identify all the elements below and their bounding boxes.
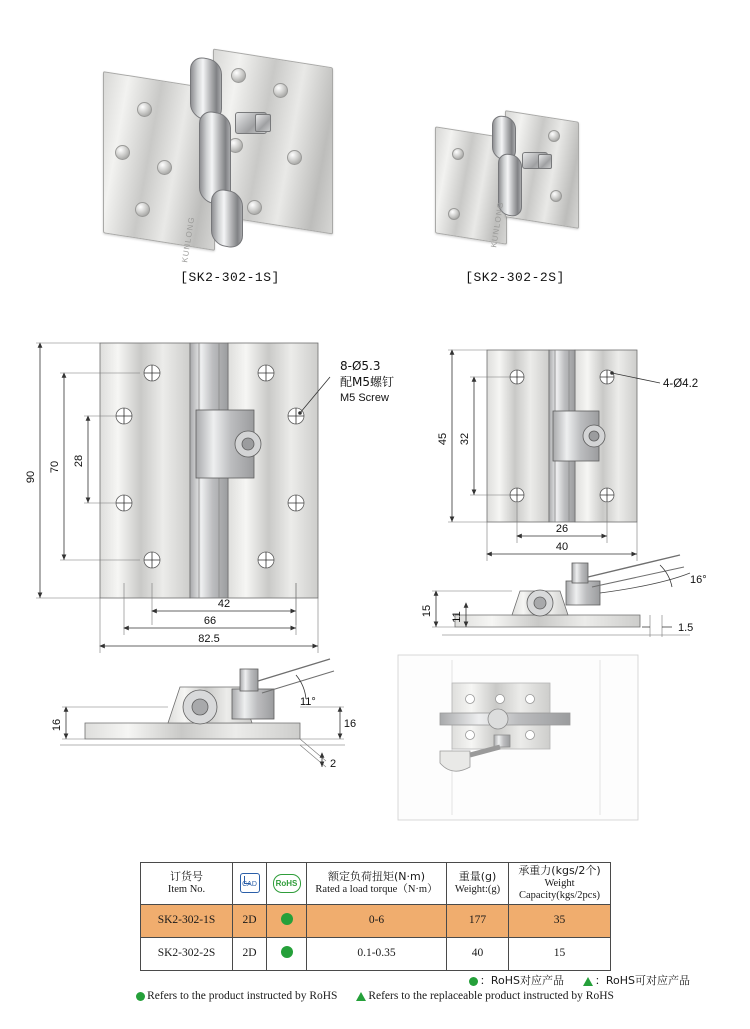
legend-rohs-replaceable-en bbox=[356, 990, 614, 1002]
cell-rohs bbox=[267, 937, 307, 970]
table-row bbox=[141, 904, 611, 937]
col-capacity bbox=[509, 863, 611, 905]
hinge-photo-1s bbox=[95, 50, 355, 265]
col-torque-cn: 额定负荷扭矩(N·m) bbox=[327, 870, 426, 884]
table-row bbox=[141, 937, 611, 970]
cell-torque: 0.1-0.35 bbox=[307, 937, 447, 970]
green-dot-icon bbox=[469, 977, 478, 986]
brand-watermark: KUNLONG bbox=[180, 215, 197, 264]
mounting-hole bbox=[548, 130, 560, 142]
dim-32: 32 bbox=[459, 432, 471, 446]
product-photos bbox=[0, 0, 750, 300]
drawing-side-view-2s bbox=[421, 555, 707, 637]
col-item-no-en: Item No. bbox=[167, 883, 206, 895]
installation-illustration bbox=[398, 655, 638, 820]
rohs-icon: RoHS bbox=[273, 874, 301, 893]
cell-capacity: 15 bbox=[509, 937, 611, 970]
caption-sk2-302-2s: [SK2-302-2S] bbox=[465, 270, 565, 285]
col-item-no-cn: 订货号 bbox=[170, 870, 203, 884]
spec-table-wrapper bbox=[140, 862, 610, 971]
dim-66: 66 bbox=[203, 615, 217, 627]
rohs-dot-icon bbox=[281, 946, 293, 958]
technical-drawings bbox=[0, 315, 750, 855]
torque-adjust-nut bbox=[255, 114, 271, 132]
table-header-row bbox=[141, 863, 611, 905]
legend-rohs-cn-text: ：RoHS对应产品 bbox=[479, 974, 564, 987]
mounting-hole bbox=[115, 145, 130, 160]
legend-rohs-cn bbox=[469, 975, 567, 987]
cell-rohs bbox=[267, 904, 307, 937]
legend-rohs-en bbox=[136, 990, 340, 1002]
cell-cad: 2D bbox=[233, 904, 267, 937]
legend-rohs-replaceable-cn-text: ：RoHS可对应产品 bbox=[594, 974, 690, 987]
dim-15: 15 bbox=[421, 604, 433, 618]
callout-m5-screw-en: M5 Screw bbox=[340, 392, 389, 404]
green-dot-icon bbox=[136, 992, 145, 1001]
cad-icon: CAD bbox=[240, 873, 260, 893]
legend-rohs-replaceable-en-text: Refers to the replaceable product instructed by RoHS bbox=[368, 990, 614, 1002]
green-triangle-icon bbox=[356, 992, 366, 1001]
dim-1-5: 1.5 bbox=[678, 622, 694, 634]
callout-8-hole: 8-Ø5.3 bbox=[340, 359, 381, 373]
mounting-hole bbox=[287, 150, 302, 165]
dim-40: 40 bbox=[555, 541, 569, 553]
mounting-hole bbox=[231, 68, 246, 83]
dim-26: 26 bbox=[555, 523, 569, 535]
dim-90: 90 bbox=[25, 470, 37, 484]
col-item-no bbox=[141, 863, 233, 905]
rohs-dot-icon bbox=[281, 913, 293, 925]
col-weight bbox=[447, 863, 509, 905]
mounting-hole bbox=[273, 83, 288, 98]
green-triangle-icon bbox=[583, 977, 593, 986]
mounting-hole bbox=[137, 102, 152, 117]
dim-45: 45 bbox=[437, 432, 449, 446]
cell-weight: 40 bbox=[447, 937, 509, 970]
dim-2: 2 bbox=[330, 758, 337, 770]
angle-16: 16° bbox=[690, 574, 707, 586]
torque-adjust-nut bbox=[538, 154, 552, 169]
dim-16-left: 16 bbox=[51, 718, 63, 732]
dim-11: 11 bbox=[451, 611, 463, 623]
callout-m5-screw-cn: 配M5螺钉 bbox=[340, 375, 394, 389]
dim-16-right: 16 bbox=[343, 718, 357, 730]
mounting-hole bbox=[157, 160, 172, 175]
col-weight-en: Weight:(g) bbox=[454, 883, 501, 895]
col-torque bbox=[307, 863, 447, 905]
col-weight-cn: 重量(g) bbox=[458, 870, 497, 884]
cell-capacity: 35 bbox=[509, 904, 611, 937]
legend-row-cn bbox=[0, 972, 750, 988]
angle-11: 11° bbox=[300, 696, 316, 708]
callout-4-hole: 4-Ø4.2 bbox=[663, 378, 699, 390]
mounting-hole bbox=[448, 208, 460, 220]
legend-rohs-replaceable-cn bbox=[583, 975, 690, 987]
mounting-hole bbox=[452, 148, 464, 160]
brand-watermark: KUNLONG bbox=[489, 200, 506, 249]
col-capacity-cn: 承重力(kgs/2个) bbox=[518, 864, 601, 877]
drawing-front-view-1s bbox=[25, 343, 394, 653]
col-torque-en: Rated a load torque（N·m） bbox=[315, 883, 438, 895]
spec-table bbox=[140, 862, 611, 971]
cell-cad: 2D bbox=[233, 937, 267, 970]
hinge-barrel bbox=[211, 187, 243, 249]
cell-weight: 177 bbox=[447, 904, 509, 937]
drawing-side-view-1s bbox=[51, 659, 356, 770]
cell-torque: 0-6 bbox=[307, 904, 447, 937]
col-capacity-en: Weight Capacity(kgs/2pcs) bbox=[518, 877, 601, 901]
mounting-hole bbox=[135, 202, 150, 217]
dim-70: 70 bbox=[49, 460, 61, 474]
dim-82-5: 82.5 bbox=[198, 633, 220, 645]
col-rohs bbox=[267, 863, 307, 905]
dim-42: 42 bbox=[217, 598, 231, 610]
dim-28: 28 bbox=[73, 454, 85, 468]
drawings-svg bbox=[0, 315, 750, 855]
mounting-hole bbox=[247, 200, 262, 215]
caption-sk2-302-1s: [SK2-302-1S] bbox=[180, 270, 280, 285]
col-cad bbox=[233, 863, 267, 905]
hinge-photo-2s bbox=[430, 110, 590, 255]
cell-item-no: SK2-302-2S bbox=[141, 937, 233, 970]
mounting-hole bbox=[550, 190, 562, 202]
legend-rohs-en-text: Refers to the product instructed by RoHS bbox=[147, 990, 338, 1002]
cell-item-no: SK2-302-1S bbox=[141, 904, 233, 937]
legend-row-en bbox=[0, 990, 750, 1002]
drawing-front-view-2s bbox=[437, 350, 698, 561]
